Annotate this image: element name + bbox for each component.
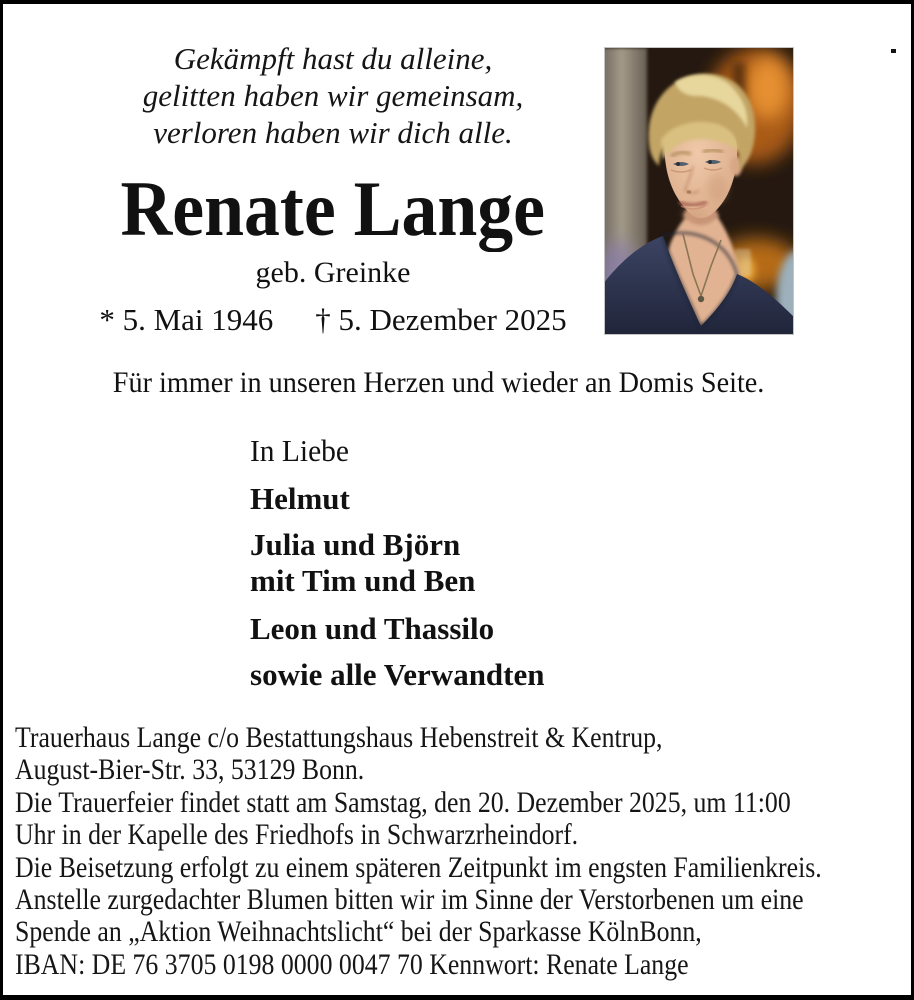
tribute-text: Für immer in unseren Herzen und wieder an Domis Seite.	[113, 366, 765, 399]
deceased-name-text: Renate Lange	[120, 165, 546, 252]
notice-line	[15, 949, 914, 981]
death-date: † 5. Dezember 2025	[315, 302, 567, 337]
notice-line-text: Die Trauerfeier findet statt am Samstag, den 20. Dezember 2025, um 11:00	[15, 785, 791, 819]
notice-line	[15, 852, 914, 884]
notice-line	[15, 787, 914, 819]
deceased-name	[3, 165, 663, 252]
mourner-group	[250, 657, 545, 693]
mourner-group	[250, 527, 545, 599]
notice-line-text: August-Bier-Str. 33, 53129 Bonn.	[15, 753, 365, 787]
verse-line: gelitten haben wir gemeinsam,	[142, 78, 524, 113]
life-dates	[3, 302, 663, 338]
mourner-line: Helmut	[250, 481, 350, 516]
maiden-name: geb. Greinke	[255, 256, 411, 289]
notice-line-text: IBAN: DE 76 3705 0198 0000 0047 70 Kennwort: Renate Lange	[15, 947, 689, 981]
tribute-line	[3, 366, 875, 400]
notice-line	[15, 722, 914, 754]
mourner-group	[250, 481, 545, 517]
memorial-verse	[3, 40, 663, 151]
mourner-line: Leon und Thassilo	[250, 611, 495, 646]
mourners-list	[250, 481, 545, 703]
notice-line-text: Trauerhaus Lange c/o Bestattungshaus Hebenstreit & Kentrup,	[15, 721, 663, 754]
notice-line	[15, 916, 914, 948]
notice-line	[15, 754, 914, 786]
print-artifact-dot	[891, 49, 896, 53]
notice-line-text: Uhr in der Kapelle des Friedhofs in Schwarzrheindorf.	[15, 818, 579, 852]
notice-line	[15, 819, 914, 851]
verse-line: verloren haben wir dich alle.	[153, 115, 513, 150]
notice-line-text: Anstelle zurgedachter Blumen bitten wir im Sinne der Verstorbenen um eine	[15, 882, 804, 916]
verse-line: Gekämpft hast du alleine,	[173, 41, 493, 76]
mourner-group	[250, 611, 545, 647]
closing-text: In Liebe	[250, 433, 349, 468]
notice-line-text: Die Beisetzung erfolgt zu einem späteren Zeitpunkt im engsten Familienkreis.	[15, 850, 822, 884]
mourner-line: sowie alle Verwandten	[250, 657, 545, 692]
notice-line-text: Spende an „Aktion Weihnachtslicht“ bei der Sparkasse KölnBonn,	[15, 915, 702, 949]
funeral-notice	[15, 722, 914, 981]
notice-line	[15, 884, 914, 916]
mourner-line: Julia und Björn	[250, 527, 461, 562]
mourner-line: mit Tim und Ben	[250, 563, 476, 598]
closing-phrase	[250, 433, 354, 469]
birth-date: * 5. Mai 1946	[99, 302, 274, 337]
